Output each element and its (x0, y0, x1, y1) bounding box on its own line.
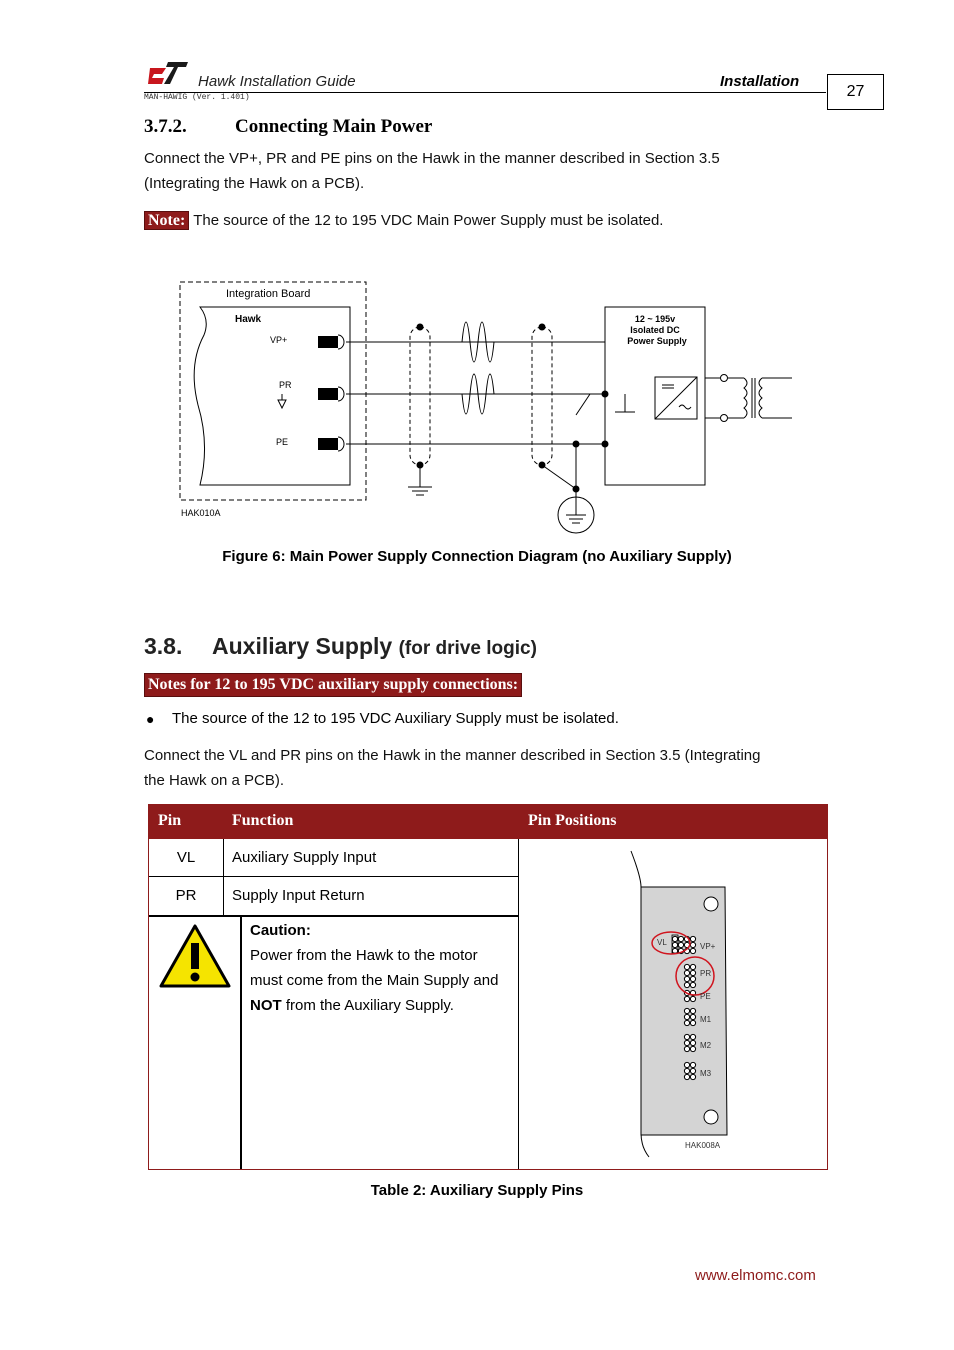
connector-pr (318, 388, 338, 400)
table-header-cell: Pin Positions (528, 812, 617, 829)
bullet-item: The source of the 12 to 195 VDC Auxiliary Supply must be isolated. (172, 710, 619, 727)
header-doc-id: MAN-HAWIG (Ver. 1.401) (144, 93, 250, 102)
table-divider (149, 915, 518, 917)
table-divider (518, 839, 519, 1169)
body-paragraph (144, 743, 760, 793)
pin-label: VL (657, 938, 667, 947)
table-divider (240, 917, 242, 1169)
diagram-label: VP+ (270, 335, 288, 345)
diagram-label: 12 ~ 195v (634, 314, 676, 324)
body-line: Connect the VP+, PR and PE pins on the Hawk in the manner described in Section 3.5 (144, 150, 720, 167)
body-line: the Hawk on a PCB). (144, 772, 285, 789)
notes-bar: Notes for 12 to 195 VDC auxiliary supply connections: (144, 673, 522, 697)
diagram-label: PR (279, 380, 292, 390)
image-code: HAK008A (685, 1141, 721, 1150)
caution-emphasis: NOT (250, 997, 282, 1014)
caution-title: Caution: (250, 922, 311, 939)
table-cell-function: Auxiliary Supply Input (232, 849, 377, 866)
table-header-cell: Pin (158, 812, 182, 829)
body-line: Connect the VL and PR pins on the Hawk in the manner described in Section 3.5 (Integrating (144, 747, 761, 764)
footer-link[interactable]: www.elmomc.com (695, 1267, 816, 1284)
note-paragraph (144, 208, 663, 233)
section-title: Auxiliary Supply (212, 633, 393, 659)
table-header-row (149, 805, 827, 839)
pin-label: M1 (700, 1015, 712, 1024)
diagram-label: Power Supply (627, 336, 687, 346)
table-cell-function: Supply Input Return (232, 887, 365, 904)
pin-table (148, 804, 828, 1170)
warning-icon (159, 923, 231, 989)
header-section: Installation (720, 73, 800, 90)
section-heading (144, 633, 537, 660)
body-paragraph (144, 146, 720, 196)
table-caption: Table 2: Auxiliary Supply Pins (370, 1182, 584, 1199)
bullet-icon: ● (146, 711, 155, 727)
caution-note (250, 918, 510, 1018)
pin-positions-image (619, 847, 739, 1159)
diagram-label: Hawk (235, 314, 262, 325)
table-divider (223, 839, 224, 916)
section-title: Connecting Main Power (235, 116, 433, 137)
body-line: (Integrating the Hawk on a PCB). (144, 175, 365, 192)
diagram-label: PE (276, 437, 289, 447)
pin-label: M3 (700, 1069, 712, 1078)
header-title: Hawk Installation Guide (198, 73, 356, 90)
diagram-code: HAK010A (181, 508, 221, 518)
table-header-cell: Function (232, 812, 294, 829)
section-number: 3.7.2. (144, 116, 187, 137)
table-cell-pin: PR (175, 887, 197, 904)
note-label: Note: (144, 211, 189, 230)
section-heading (144, 116, 432, 138)
pin-label: VP+ (700, 942, 716, 951)
note-text: The source of the 12 to 195 VDC Main Power Supply must be isolated. (189, 212, 664, 229)
wiring-diagram (170, 275, 800, 545)
section-number: 3.8. (144, 633, 183, 659)
diagram-label: Integration Board (226, 288, 311, 300)
page-number: 27 (827, 74, 884, 110)
connector-pe (318, 438, 338, 450)
pin-label: PE (700, 992, 711, 1001)
table-cell-pin: VL (176, 849, 196, 866)
pin-label: M2 (700, 1041, 712, 1050)
caution-text: Power from the Hawk to the motor must come from the Main Supply and NOT from the Auxiliary Supply. (250, 947, 499, 1014)
company-logo (148, 60, 190, 93)
section-title-suffix: (for drive logic) (398, 638, 537, 659)
diagram-label: Isolated DC (630, 325, 680, 335)
pin-label: PR (700, 969, 712, 978)
connector-vp (318, 336, 338, 348)
figure-caption: Figure 6: Main Power Supply Connection Diagram (no Auxiliary Supply) (222, 548, 732, 565)
integration-board-outline (180, 282, 366, 500)
